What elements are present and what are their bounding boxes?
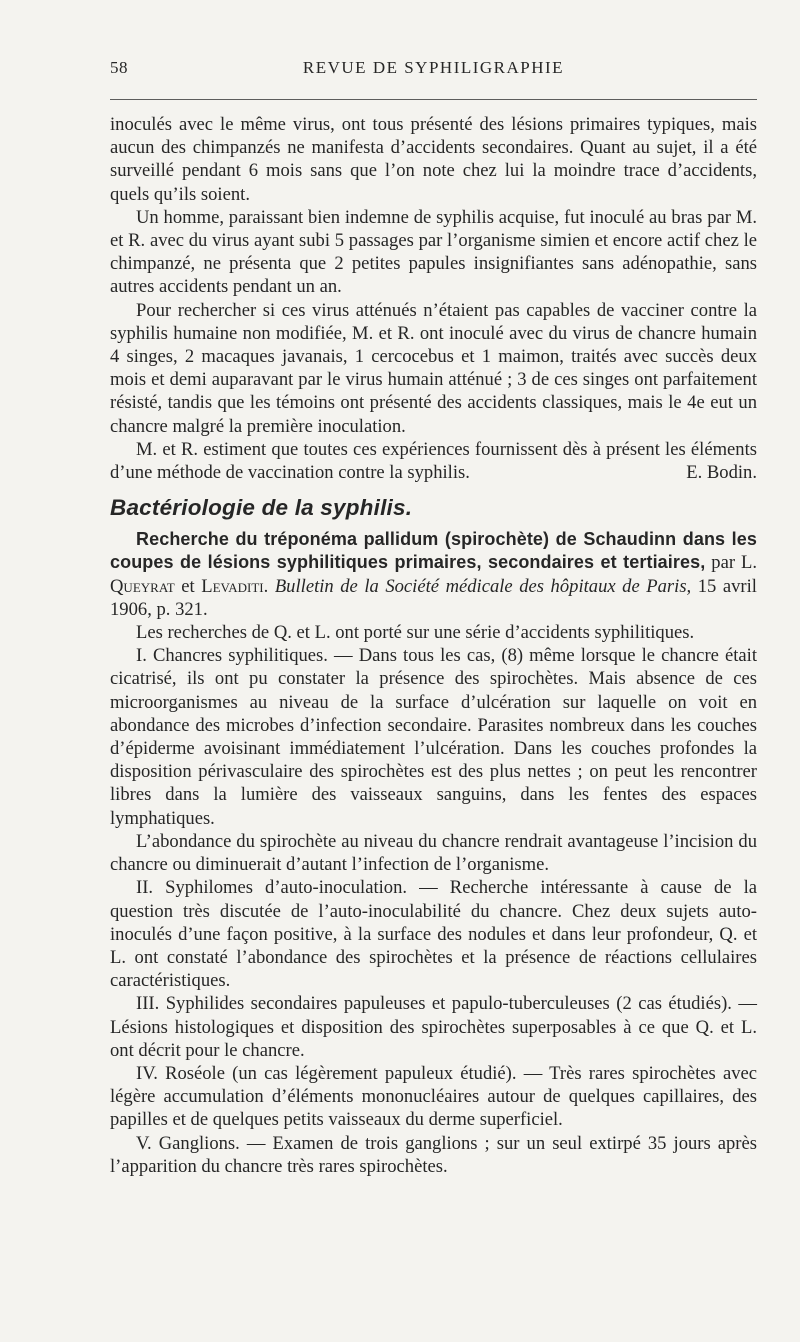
paragraph-chancres: I. Chancres syphilitiques. — Dans tous les cas, (8) même lorsque le chancre était cicatrisé, ils ont pu constater la présence des spirochètes. Mais absence de ces microorganismes au niveau de la surface d’ulcération sur laquelle on voit en abondance des microbes d’infection secondaire. Parasites nombreux dans les couches d’épiderme avoisinant immédiatement l’ulcération. Dans les couches profondes la disposition périvasculaire des spirochètes est des plus nettes ; on peut les rencontrer libres dans la lumière des vaisseaux sanguins, dans les fentes des espaces lymphatiques. xyxy=(110,645,757,829)
signature: E. Bodin. xyxy=(686,462,757,484)
journal-name: Bulletin de la Société médicale des hôpitaux de Paris, xyxy=(274,575,692,597)
paragraph-human-inoculation: Un homme, paraissant bien indemne de syphilis acquise, fut inoculé au bras par M. et R. avec du virus ayant subi 5 passages par l’organisme simien et encore actif chez le chimpanzé, ne présenta que 2 petites papules insignifiantes sans adénopathie, sans autres accidents pendant un an. xyxy=(110,206,757,298)
paragraph-intro: Les recherches de Q. et L. ont porté sur une série d’accidents syphilitiques. xyxy=(136,622,695,644)
running-header xyxy=(110,58,757,80)
author-queyrat: Queyrat xyxy=(110,575,175,597)
paragraph-continued: inoculés avec le même virus, ont tous présenté des lésions primaires typiques, mais aucun des chimpanzés ne manifesta d’accidents secondaires. Quant au sujet, il a été surveillé pendant 6 mois sans que l’on note chez lui la moindre trace d’accidents, quels qu’ils soient. xyxy=(110,114,757,205)
article-title: Recherche du tréponéma pallidum (spirochète) de Schaudinn dans les coupes de lésions syphilitiques primaires, secondaires et tertiaires, xyxy=(110,529,757,573)
paragraph-conclusion xyxy=(110,438,757,484)
article-reference xyxy=(110,528,757,621)
conclusion-text: M. et R. estiment que toutes ces expériences fournissent dès à présent les éléments d’une méthode de vaccination contre la syphilis. xyxy=(110,438,757,484)
publication-date: 15 avril 1906, p. 321. xyxy=(110,575,757,620)
header-rule xyxy=(110,99,757,100)
running-title: REVUE DE SYPHILIGRAPHIE xyxy=(302,58,565,77)
paragraph-vaccination-test: Pour rechercher si ces virus atténués n’étaient pas capables de vacciner contre la syphilis humaine non modifiée, M. et R. ont inoculé avec du virus de chancre humain 4 singes, 2 macaques javanais, 1 cercocebus et 1 maimon, traités avec succès deux mois et demi auparavant par le virus humain atténué ; 3 de ces singes ont parfaitement résisté, tandis que les témoins ont présenté des accidents classiques, mais le 4e eut un chancre malgré la première inoculation. xyxy=(110,299,757,437)
paragraph-abundance: L’abondance du spirochète au niveau du chancre rendrait avantageuse l’incision du chancre ou diminuerait d’autant l’infection de l’organisme. xyxy=(110,830,757,876)
paragraph-roseole: IV. Roséole (un cas légèrement papuleux étudié). — Très rares spirochètes avec légère accumulation d’éléments mononucléaires autour de quelques capillaires, des papilles et de quelques petits vaisseaux du derme superficiel. xyxy=(110,1062,757,1131)
paragraph-syphilomes: II. Syphilomes d’auto-inoculation. — Recherche intéressante à cause de la question très discutée de l’auto-inoculabilité du chancre. Chez deux sujets auto-inoculés d’une façon positive, à la surface des nodules et dans leur profondeur, Q. et L. ont constaté l’abondance des spirochètes et la présence de réactions cellulaires caractéristiques. xyxy=(110,877,757,992)
page-body xyxy=(110,113,757,1178)
author-levaditi: Levaditi. xyxy=(201,575,269,597)
paragraph-syphilides: III. Syphilides secondaires papuleuses et papulo-tuberculeuses (2 cas étudiés). — Lésions histologiques et disposition des spirochètes superposables à ce que Q. et L. ont décrit pour le chancre. xyxy=(110,993,757,1061)
article-by: par L. xyxy=(711,552,757,574)
paragraph-ganglions: V. Ganglions. — Examen de trois ganglions ; sur un seul extirpé 35 jours après l’apparition du chancre très rares spirochètes. xyxy=(110,1132,757,1177)
article-and: et xyxy=(181,575,195,597)
page-number: 58 xyxy=(110,58,128,77)
section-heading: Bactériologie de la syphilis. xyxy=(110,495,413,521)
